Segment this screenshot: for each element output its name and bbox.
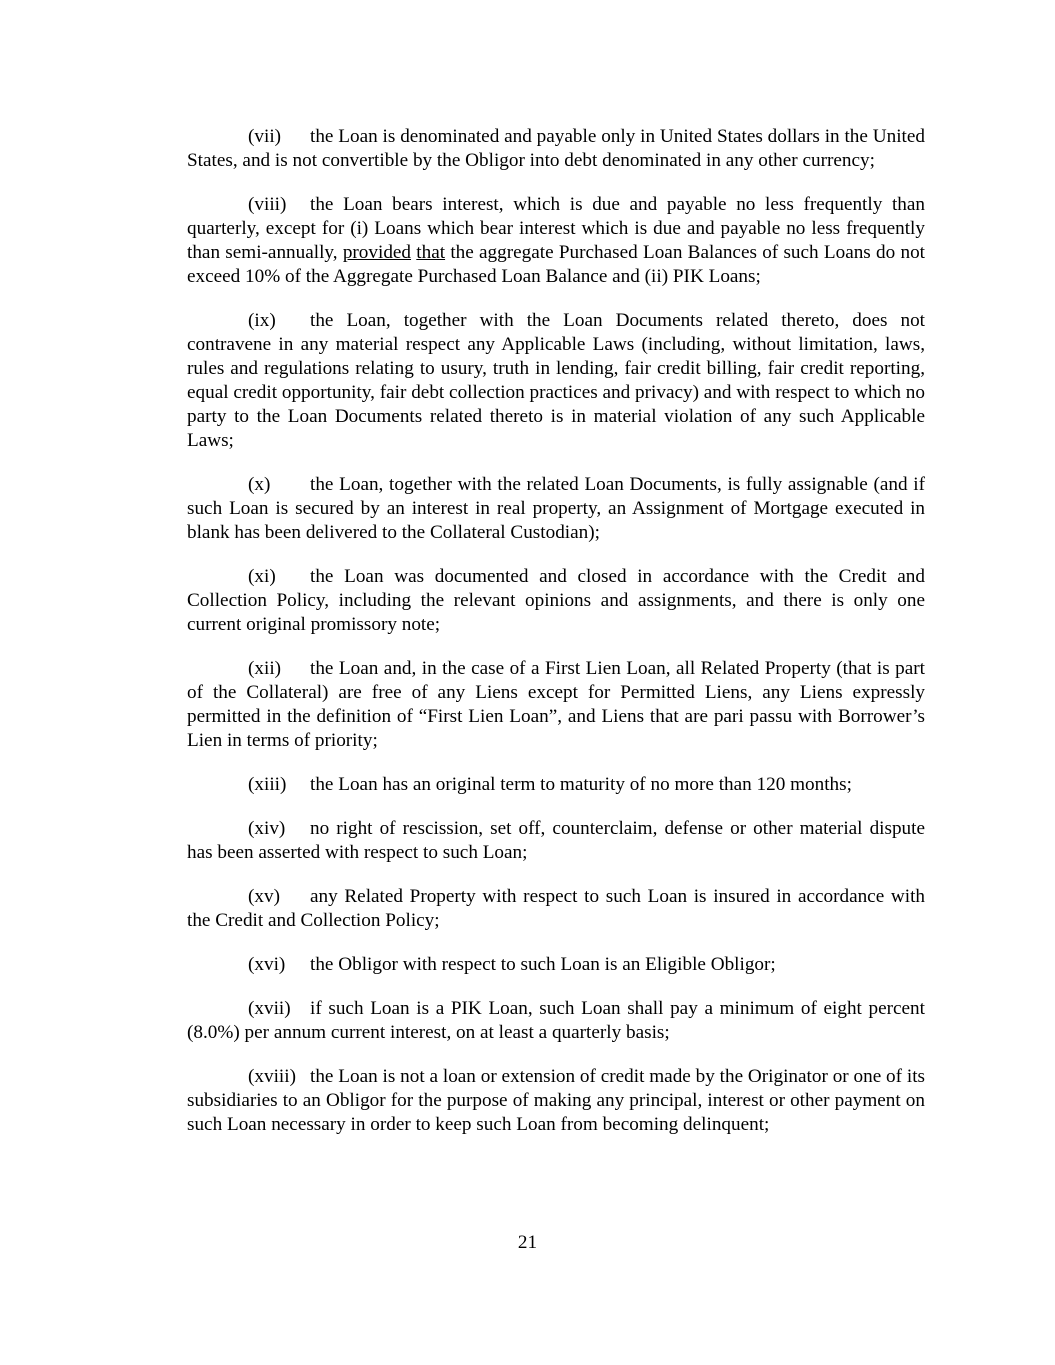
clause-vii xyxy=(187,125,925,173)
clause-text: the Loan was documented and closed in accordance with the Credit and Collection Policy, including the relevant opinions and assignments, and there is only one current original promissory note; xyxy=(187,566,925,635)
clause-text: the Loan and, in the case of a First Lien Loan, all Related Property (that is part of the Collateral) are free of any Liens except for Permitted Liens, any Liens expressly permitted in the definition of “First Lien Loan”, and Liens that are pari passu with Borrower’s Lien in terms of priority; xyxy=(187,658,925,751)
document-body xyxy=(187,125,925,1137)
clause-x xyxy=(187,473,925,545)
clause-number: (viii) xyxy=(248,194,287,215)
clause-number: (xiv) xyxy=(248,818,286,839)
clause-text: no right of rescission, set off, counterclaim, defense or other material dispute has been asserted with respect to such Loan; xyxy=(187,818,925,863)
clause-number: (xvi) xyxy=(248,954,286,975)
clause-number: (xviii) xyxy=(248,1066,296,1087)
clause-number: (xii) xyxy=(248,658,282,679)
clause-text-continued: the aggregate Purchased Loan Balances of such Loans do not exceed 10% of the Aggregate Purchased Loan Balance and (ii) PIK Loans; xyxy=(187,242,925,287)
clause-xvi xyxy=(187,953,925,977)
underlined-that: that xyxy=(416,242,446,263)
clause-number: (vii) xyxy=(248,126,282,147)
clause-xii xyxy=(187,657,925,753)
clause-xvii xyxy=(187,997,925,1045)
clause-number: (xvii) xyxy=(248,998,291,1019)
clause-text: the Loan, together with the Loan Documents related thereto, does not contravene in any material respect any Applicable Laws (including, without limitation, laws, rules and regulations relating to usury, truth in lending, fair credit billing, fair credit reporting, equal credit opportunity, fair debt collection practices and privacy) and with respect to which no party to the Loan Documents related thereto is in material violation of any such Applicable Laws; xyxy=(187,310,925,451)
clause-xiv xyxy=(187,817,925,865)
clause-text: if such Loan is a PIK Loan, such Loan shall pay a minimum of eight percent (8.0%) per annum current interest, on at least a quarterly basis; xyxy=(187,998,925,1043)
clause-xv xyxy=(187,885,925,933)
page-number: 21 xyxy=(517,1232,538,1253)
clause-number: (ix) xyxy=(248,310,276,331)
clause-text: the Loan, together with the related Loan Documents, is fully assignable (and if such Loan is secured by an interest in real property, an Assignment of Mortgage executed in blank has been delivered to the Collateral Custodian); xyxy=(187,474,925,543)
clause-xviii xyxy=(187,1065,925,1137)
clause-viii xyxy=(187,193,925,289)
clause-text: the Obligor with respect to such Loan is an Eligible Obligor; xyxy=(310,954,776,975)
clause-number: (x) xyxy=(248,474,271,495)
underlined-provided: provided xyxy=(342,242,412,263)
clause-number: (xi) xyxy=(248,566,276,587)
clause-xi xyxy=(187,565,925,637)
clause-text: any Related Property with respect to such Loan is insured in accordance with the Credit and Collection Policy; xyxy=(187,886,925,931)
clause-text: the Loan has an original term to maturity of no more than 120 months; xyxy=(310,774,852,795)
clause-text: the Loan is not a loan or extension of credit made by the Originator or one of its subsidiaries to an Obligor for the purpose of making any principal, interest or other payment on such Loan necessary in order to keep such Loan from becoming delinquent; xyxy=(187,1066,925,1135)
clause-text: the Loan is denominated and payable only in United States dollars in the United States, and is not convertible by the Obligor into debt denominated in any other currency; xyxy=(187,126,925,171)
clause-ix xyxy=(187,309,925,453)
clause-text: the Loan bears interest, which is due and payable no less frequently than quarterly, except for (i) Loans which bear interest which is due and payable no less frequently than semi-annually, xyxy=(187,194,925,263)
clause-number: (xv) xyxy=(248,886,280,907)
clause-xiii xyxy=(187,773,925,797)
clause-number: (xiii) xyxy=(248,774,287,795)
